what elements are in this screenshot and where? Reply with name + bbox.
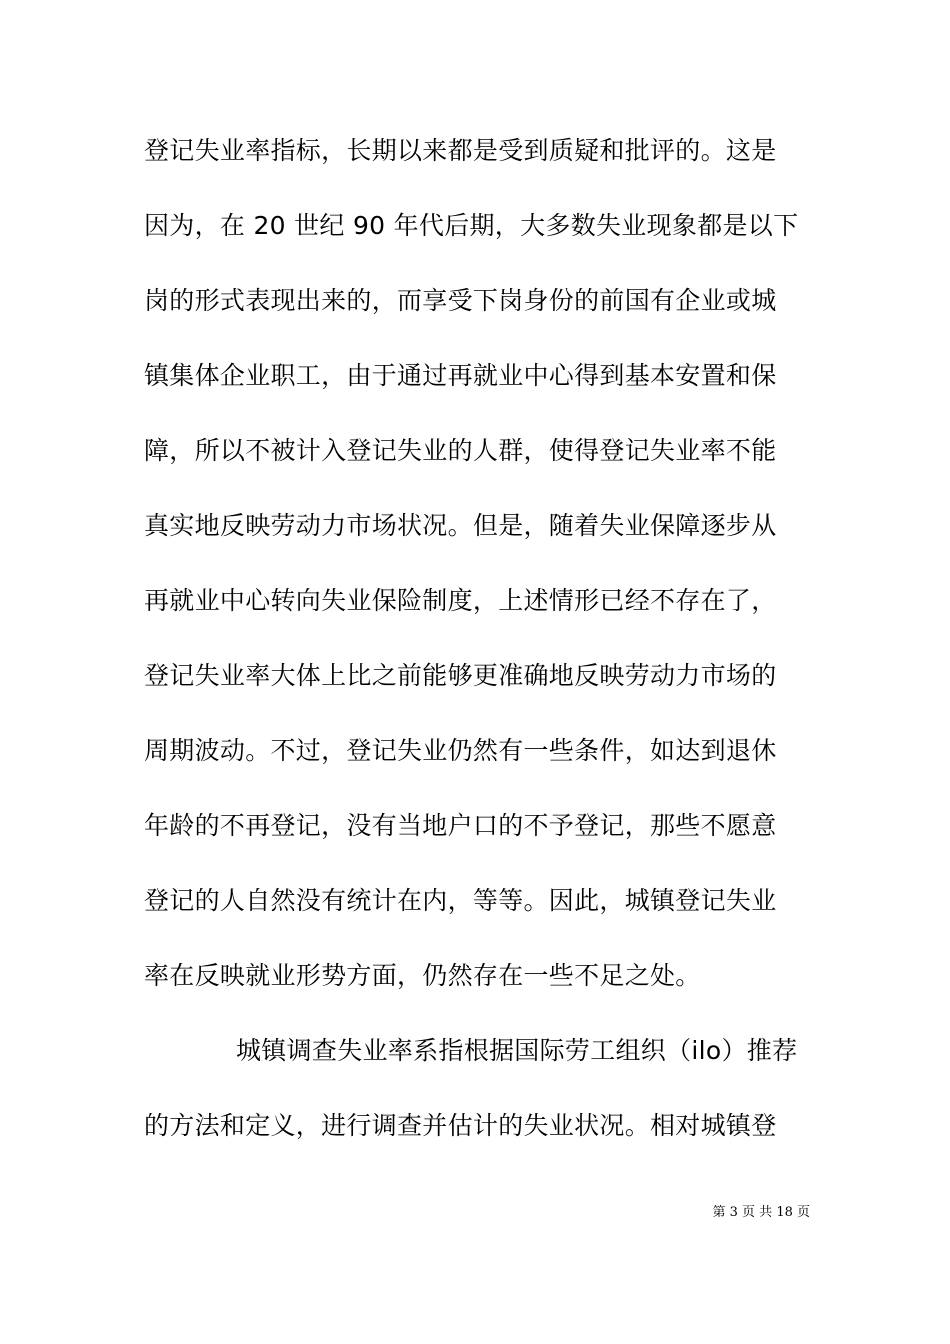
text-line: 登记失业率指标，长期以来都是受到质疑和批评的。这是 bbox=[144, 136, 777, 165]
text-line: 岗的形式表现出来的，而享受下岗身份的前国有企业或城 bbox=[144, 286, 777, 315]
body-text bbox=[144, 122, 806, 1172]
text-line: 年龄的不再登记，没有当地户口的不予登记，那些不愿意 bbox=[144, 811, 777, 840]
text-line: 障，所以不被计入登记失业的人群，使得登记失业率不能 bbox=[144, 436, 777, 465]
page-number-footer: 第 3 页 共 18 页 bbox=[712, 1205, 810, 1220]
text-line: 的方法和定义，进行调查并估计的失业状况。相对城镇登 bbox=[144, 1111, 777, 1140]
text-line: 真实地反映劳动力市场状况。但是，随着失业保障逐步从 bbox=[144, 511, 777, 540]
text-line: 登记失业率大体上比之前能够更准确地反映劳动力市场的 bbox=[144, 661, 777, 690]
text-line: 登记的人自然没有统计在内，等等。因此，城镇登记失业 bbox=[144, 886, 777, 915]
text-line: 镇集体企业职工，由于通过再就业中心得到基本安置和保 bbox=[144, 361, 777, 390]
text-line: 率在反映就业形势方面，仍然存在一些不足之处。 bbox=[144, 961, 701, 990]
text-line: 周期波动。不过，登记失业仍然有一些条件，如达到退休 bbox=[144, 736, 777, 765]
text-line: 再就业中心转向失业保险制度，上述情形已经不存在了， bbox=[144, 586, 777, 615]
paragraph-start-line: 城镇调查失业率系指根据国际劳工组织（ilo）推荐 bbox=[236, 1036, 798, 1065]
text-line: 因为，在 20 世纪 90 年代后期，大多数失业现象都是以下 bbox=[144, 211, 799, 240]
